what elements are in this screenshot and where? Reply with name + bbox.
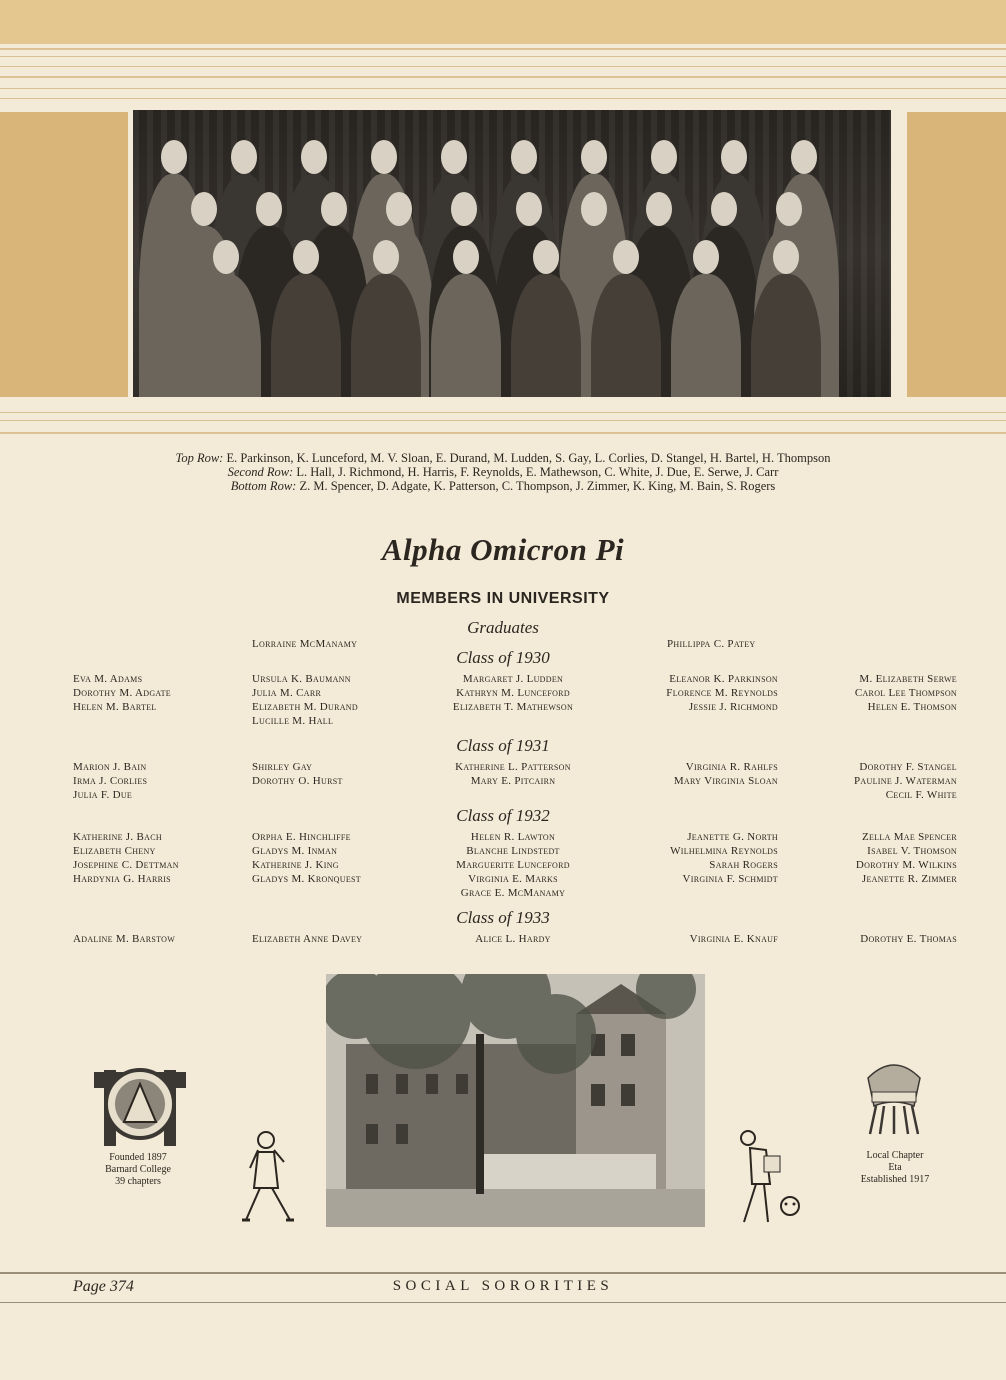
caption-bottom-row — [0, 479, 1006, 494]
caption-top-label: Top Row: — [175, 451, 224, 465]
member-figure — [591, 274, 661, 397]
member-figure — [511, 274, 581, 397]
graduate-left: Lorraine McManamy — [252, 638, 358, 650]
class-1931-col1 — [73, 760, 147, 802]
class-1931-col3 — [413, 760, 613, 788]
member-face — [213, 240, 239, 274]
member-face — [441, 140, 467, 174]
rule — [0, 88, 1006, 89]
member-face — [386, 192, 412, 226]
member-name: Elizabeth T. Mathewson — [452, 701, 574, 713]
member-name: Hardynia G. Harris — [73, 873, 171, 885]
member-name: Sarah Rogers — [709, 859, 778, 871]
member-name: Margaret J. Ludden — [462, 673, 564, 685]
member-face — [791, 140, 817, 174]
member-face — [581, 140, 607, 174]
member-name: Mary E. Pitcairn — [470, 775, 556, 787]
member-face — [613, 240, 639, 274]
class-1930-col3 — [413, 672, 613, 714]
member-face — [516, 192, 542, 226]
member-name: Florence M. Reynolds — [666, 687, 778, 699]
member-name: Dorothy M. Wilkins — [855, 859, 957, 871]
chapter-house-drawing — [326, 974, 705, 1227]
rule — [0, 412, 1006, 413]
class-1933-col5 — [780, 932, 957, 946]
member-face — [451, 192, 477, 226]
member-face — [321, 192, 347, 226]
member-name: Shirley Gay — [252, 761, 313, 773]
member-name: Orpha E. Hinchliffe — [252, 831, 351, 843]
member-name: Virginia R. Rahlfs — [685, 761, 778, 773]
page-number: Page 374 — [73, 1278, 134, 1295]
member-figure — [671, 274, 741, 397]
member-figure — [751, 274, 821, 397]
caption-second-label: Second Row: — [227, 465, 294, 479]
member-name: Barnard College — [105, 1164, 171, 1175]
member-name: Lucille M. Hall — [252, 715, 334, 727]
rule — [0, 66, 1006, 67]
rule — [0, 56, 1006, 57]
member-name: Katherine J. King — [252, 859, 339, 871]
member-name: Marion J. Bain — [73, 761, 147, 773]
member-figure — [271, 274, 341, 397]
founded-note — [78, 1152, 198, 1188]
member-name: Elizabeth M. Durand — [252, 701, 358, 713]
member-face — [371, 140, 397, 174]
member-face — [511, 140, 537, 174]
class-1932-heading: Class of 1932 — [456, 806, 550, 825]
member-face — [693, 240, 719, 274]
class-1933-heading: Class of 1933 — [456, 908, 550, 927]
member-name: Katherine J. Bach — [73, 831, 162, 843]
rule — [0, 420, 1006, 421]
fraternity-crest-icon — [92, 1060, 188, 1150]
member-name: Wilhelmina Reynolds — [670, 845, 778, 857]
tan-block-right — [907, 112, 1006, 397]
class-1931-heading: Class of 1931 — [456, 736, 550, 755]
caption-bottom-label: Bottom Row: — [230, 479, 297, 493]
class-1930-heading: Class of 1930 — [456, 648, 550, 667]
member-face — [373, 240, 399, 274]
member-face — [711, 192, 737, 226]
member-name: Isabel V. Thomson — [867, 845, 957, 857]
member-name: Established 1917 — [860, 1174, 930, 1185]
member-face — [191, 192, 217, 226]
member-name: Julia M. Carr — [252, 687, 322, 699]
member-name: Helen R. Lawton — [470, 831, 556, 843]
member-name: Virginia F. Schmidt — [682, 873, 778, 885]
member-name: Zella Mae Spencer — [862, 831, 957, 843]
class-1933-col3 — [413, 932, 613, 946]
page-title: Alpha Omicron Pi — [381, 532, 625, 567]
member-name: Jessie J. Richmond — [688, 701, 778, 713]
graduates-heading: Graduates — [467, 618, 539, 637]
class-1930-col5 — [780, 672, 957, 714]
member-name: Dorothy F. Stangel — [859, 761, 957, 773]
top-band — [0, 0, 1006, 44]
class-1931-col4 — [620, 760, 778, 788]
girl-figure-illustration-right — [732, 1126, 810, 1230]
member-face — [776, 192, 802, 226]
class-1932-col5 — [780, 830, 957, 886]
class-1932-col3 — [413, 830, 613, 900]
member-name: Jeanette G. North — [687, 831, 778, 843]
member-name: Gladys M. Inman — [252, 845, 338, 857]
class-1930-col4 — [620, 672, 778, 714]
member-figure — [431, 274, 501, 397]
member-name: Elizabeth Cheny — [73, 845, 156, 857]
member-name: Virginia E. Knauf — [689, 933, 778, 945]
member-face — [161, 140, 187, 174]
member-face — [581, 192, 607, 226]
member-name: Virginia E. Marks — [468, 873, 558, 885]
member-name: Local Chapter — [866, 1150, 924, 1161]
member-face — [231, 140, 257, 174]
member-name: Julia F. Due — [73, 789, 133, 801]
member-name: Cecil F. White — [885, 789, 957, 801]
member-name: Katherine L. Patterson — [455, 761, 571, 773]
member-name: Josephine C. Dettman — [73, 859, 179, 871]
member-face — [646, 192, 672, 226]
graduate-right: Phillippa C. Patey — [667, 638, 756, 650]
class-1930-col2 — [252, 672, 358, 728]
chapter-house-photo — [326, 974, 705, 1227]
member-face — [301, 140, 327, 174]
caption-top-row — [0, 451, 1006, 466]
member-face — [256, 192, 282, 226]
member-name: Elizabeth Anne Davey — [252, 933, 363, 945]
member-name: Dorothy M. Adgate — [73, 687, 171, 699]
tan-block-left — [0, 112, 128, 397]
rule — [0, 98, 1006, 99]
member-face — [533, 240, 559, 274]
rule — [0, 432, 1006, 434]
class-1932-col4 — [620, 830, 778, 886]
member-face — [293, 240, 319, 274]
caption-bottom-names: Z. M. Spencer, D. Adgate, K. Patterson, C. Thompson, J. Zimmer, K. King, M. Bain, S. Rogers — [299, 479, 776, 493]
member-name: Kathryn M. Lunceford — [456, 687, 570, 699]
member-name: Dorothy O. Hurst — [252, 775, 343, 787]
members-heading: MEMBERS IN UNIVERSITY — [396, 590, 610, 607]
member-name: M. Elizabeth Serwe — [859, 673, 957, 685]
member-name: Carol Lee Thompson — [854, 687, 957, 699]
footer-rule — [0, 1302, 1006, 1303]
section-title: SOCIAL SORORITIES — [392, 1278, 614, 1294]
class-1933-col2 — [252, 932, 362, 946]
member-name: Marguerite Lunceford — [456, 859, 570, 871]
member-name: Ursula K. Baumann — [252, 673, 351, 685]
rule — [0, 48, 1006, 50]
caption-top-names: E. Parkinson, K. Lunceford, M. V. Sloan, E. Durand, M. Ludden, S. Gay, L. Corlies, D. Stangel, H. Bartel, H. Thompson — [226, 451, 831, 465]
footer-rule — [0, 1272, 1006, 1274]
class-1930-col1 — [73, 672, 171, 714]
member-face — [773, 240, 799, 274]
member-name: Pauline J. Waterman — [854, 775, 957, 787]
member-name: Eta — [888, 1162, 902, 1173]
member-name: Adaline M. Barstow — [73, 933, 176, 945]
member-name: Eleanor K. Parkinson — [669, 673, 778, 685]
wheat-sheaf-icon — [858, 1058, 930, 1136]
member-name: Blanche Lindstedt — [466, 845, 560, 857]
class-1931-col2 — [252, 760, 343, 788]
member-name: Helen M. Bartel — [73, 701, 157, 713]
member-name: Helen E. Thomson — [867, 701, 957, 713]
member-figure — [351, 274, 421, 397]
rule — [0, 76, 1006, 78]
class-1933-col4 — [620, 932, 778, 946]
class-1931-col5 — [780, 760, 957, 802]
member-name: Mary Virginia Sloan — [673, 775, 778, 787]
member-name: Eva M. Adams — [73, 673, 143, 685]
caption-second-row — [0, 465, 1006, 480]
member-face — [721, 140, 747, 174]
member-face — [651, 140, 677, 174]
member-face — [453, 240, 479, 274]
member-figure — [191, 274, 261, 397]
class-1932-col2 — [252, 830, 361, 886]
member-name: Gladys M. Kronquest — [252, 873, 361, 885]
local-chapter-note — [836, 1150, 954, 1186]
caption-second-names: L. Hall, J. Richmond, H. Harris, F. Reynolds, E. Mathewson, C. White, J. Due, E. Serwe, J. Carr — [296, 465, 779, 479]
member-name: Irma J. Corlies — [73, 775, 148, 787]
girl-figure-illustration-left — [236, 1128, 304, 1230]
member-name: 39 chapters — [115, 1176, 161, 1187]
member-name: Founded 1897 — [109, 1152, 167, 1163]
member-name: Grace E. McManamy — [460, 887, 566, 899]
class-1932-col1 — [73, 830, 179, 886]
class-1933-col1 — [73, 932, 175, 946]
group-photo — [133, 110, 891, 397]
member-name: Jeanette R. Zimmer — [861, 873, 957, 885]
member-name: Dorothy E. Thomas — [860, 933, 957, 945]
member-name: Alice L. Hardy — [475, 933, 551, 945]
